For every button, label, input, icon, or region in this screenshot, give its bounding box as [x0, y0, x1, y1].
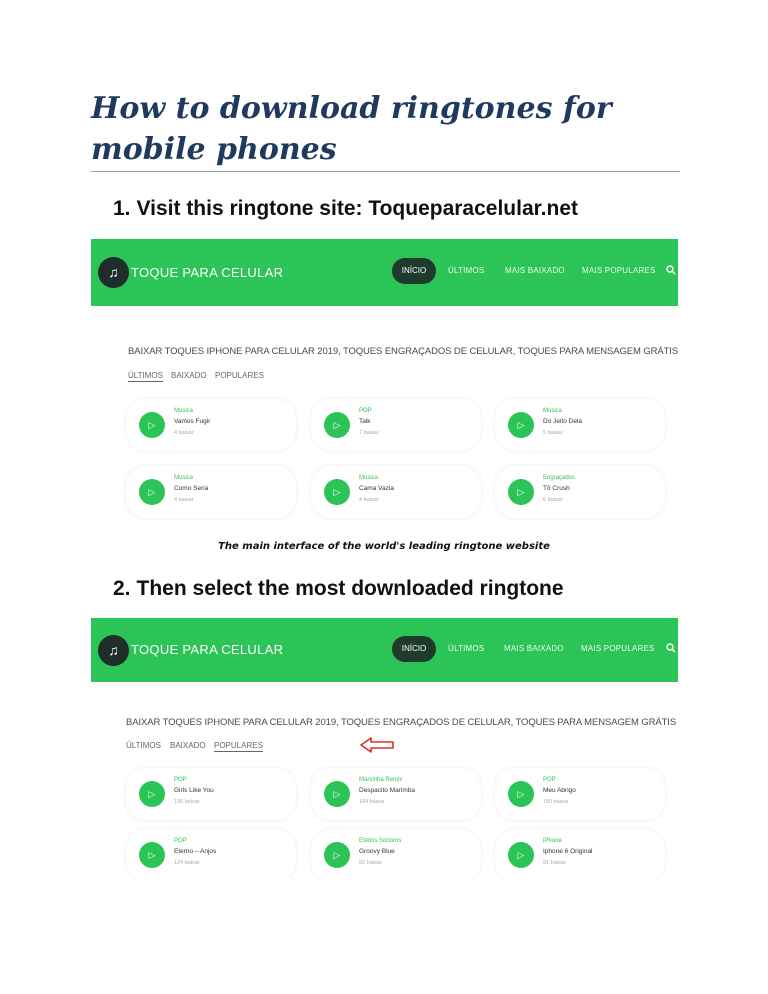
ringtone-card[interactable]	[311, 829, 481, 878]
ringtone-name[interactable]: Vamos Fugir	[174, 418, 211, 425]
ringtone-category: Efeitos Sonoros	[359, 838, 402, 844]
ringtone-category: POP	[359, 408, 372, 414]
download-count: 4 baixar	[174, 497, 194, 503]
site-name[interactable]: TOQUE PARA CELULAR	[131, 642, 284, 657]
download-count: 4 baixar	[359, 497, 379, 503]
step-2-text: Then select the most downloaded ringtone	[136, 577, 564, 600]
download-count: 93 baixar	[359, 860, 382, 866]
step-2-heading	[113, 577, 564, 601]
music-note-icon[interactable]: ♫	[98, 257, 129, 288]
ringtone-card[interactable]	[495, 466, 665, 518]
title-divider	[91, 171, 680, 172]
download-count: 4 baixar	[174, 430, 194, 436]
nav-mais-baixado[interactable]: MAIS BAIXADO	[505, 266, 565, 275]
nav-ultimos[interactable]: ÚLTIMOS	[448, 644, 485, 653]
tab-baixado[interactable]: BAIXADO	[171, 371, 207, 380]
ringtone-card[interactable]	[126, 829, 296, 878]
download-count: 91 baixar	[543, 860, 566, 866]
nav-inicio[interactable]: INÍCIO	[392, 258, 436, 284]
site-subtitle: BAIXAR TOQUES IPHONE PARA CELULAR 2019, TOQUES ENGRAÇADOS DE CELULAR, TOQUES PARA MENSAGEM GRÁTIS	[128, 346, 678, 357]
ringtone-category: Musica	[174, 475, 194, 481]
download-count: 124 baixar	[174, 860, 200, 866]
play-icon[interactable]: ▷	[324, 479, 350, 505]
site-header	[91, 618, 678, 682]
music-note-icon[interactable]: ♫	[98, 635, 129, 666]
ringtone-name[interactable]: Despacito Marimba	[359, 787, 415, 794]
tab-ultimos[interactable]: ÚLTIMOS	[128, 371, 163, 380]
ringtone-category: POP	[174, 838, 187, 844]
play-icon[interactable]: ▷	[324, 781, 350, 807]
download-count: 5 baixar	[543, 430, 563, 436]
play-icon[interactable]: ▷	[508, 842, 534, 868]
play-icon[interactable]: ▷	[324, 412, 350, 438]
play-icon[interactable]: ▷	[324, 842, 350, 868]
download-count: 150 baixar	[543, 799, 569, 805]
search-icon[interactable]	[666, 263, 676, 277]
ringtone-name[interactable]: Groovy Blue	[359, 848, 395, 855]
ringtone-category: Musica	[543, 408, 563, 414]
ringtone-name[interactable]: Do Jeito Dela	[543, 418, 583, 425]
figure-caption: The main interface of the world's leading ringtone website	[218, 541, 550, 552]
play-icon[interactable]: ▷	[508, 412, 534, 438]
ringtone-name[interactable]: Talk	[359, 418, 371, 425]
ringtone-card[interactable]	[495, 399, 665, 451]
ringtone-name[interactable]: Cama Vazia	[359, 485, 394, 492]
play-icon[interactable]: ▷	[139, 842, 165, 868]
ringtone-name[interactable]: Tô Crush	[543, 485, 570, 492]
tab-ultimos[interactable]: ÚLTIMOS	[126, 741, 161, 750]
nav-mais-baixado[interactable]: MAIS BAIXADO	[504, 644, 564, 653]
tab-baixado[interactable]: BAIXADO	[170, 741, 206, 750]
tab-populares[interactable]: POPULARES	[214, 741, 263, 750]
download-count: 196 baixar	[174, 799, 200, 805]
download-count: 7 baixar	[359, 430, 379, 436]
red-arrow-icon	[359, 737, 395, 753]
site-name[interactable]: TOQUE PARA CELULAR	[131, 265, 284, 280]
download-count: 6 baixar	[543, 497, 563, 503]
play-icon[interactable]: ▷	[139, 479, 165, 505]
nav-inicio[interactable]: INÍCIO	[392, 636, 436, 662]
ringtone-category: Musica	[359, 475, 379, 481]
screenshot-site-main	[91, 239, 678, 524]
ringtone-name[interactable]: Meu Abrigo	[543, 787, 576, 794]
play-icon[interactable]: ▷	[508, 781, 534, 807]
ringtone-category: POP	[174, 777, 187, 783]
site-header	[91, 239, 678, 306]
site-subtitle: BAIXAR TOQUES IPHONE PARA CELULAR 2019, TOQUES ENGRAÇADOS DE CELULAR, TOQUES PARA MENSAGEM GRÁTIS	[126, 717, 677, 728]
search-icon[interactable]	[666, 641, 676, 655]
document-title: How to download ringtones for mobile phones	[91, 91, 612, 167]
ringtone-name[interactable]: Como Seria	[174, 485, 209, 492]
step-2-number: 2.	[113, 577, 131, 600]
ringtone-card[interactable]	[495, 829, 665, 878]
ringtone-name[interactable]: Iphone 6 Original	[543, 848, 593, 855]
play-icon[interactable]: ▷	[139, 412, 165, 438]
ringtone-name[interactable]: Girls Like You	[174, 787, 214, 794]
ringtone-card[interactable]	[126, 768, 296, 820]
ringtone-name[interactable]: Eterno – Anjos	[174, 848, 217, 855]
play-icon[interactable]: ▷	[508, 479, 534, 505]
ringtone-card[interactable]	[311, 466, 481, 518]
nav-mais-populares[interactable]: MAIS POPULARES	[582, 266, 656, 275]
ringtone-category: Engraçados	[543, 475, 576, 481]
ringtone-card[interactable]	[495, 768, 665, 820]
download-count: 164 baixar	[359, 799, 385, 805]
step-1-heading	[113, 197, 578, 221]
play-icon[interactable]: ▷	[139, 781, 165, 807]
screenshot-site-popular	[91, 618, 678, 878]
ringtone-card[interactable]	[311, 399, 481, 451]
tab-populares[interactable]: POPULARES	[215, 371, 264, 380]
ringtone-category: POP	[543, 777, 556, 783]
step-1-number: 1.	[113, 197, 131, 220]
ringtone-category: iPhone	[543, 838, 562, 844]
step-1-text: Visit this ringtone site: Toqueparacelular.net	[136, 197, 578, 220]
nav-ultimos[interactable]: ÚLTIMOS	[448, 266, 485, 275]
ringtone-card[interactable]	[126, 399, 296, 451]
ringtone-category: Musica	[174, 408, 194, 414]
ringtone-card[interactable]	[311, 768, 481, 820]
ringtone-card[interactable]	[126, 466, 296, 518]
nav-mais-populares[interactable]: MAIS POPULARES	[581, 644, 655, 653]
ringtone-category: Marcinha Remix	[359, 777, 403, 783]
